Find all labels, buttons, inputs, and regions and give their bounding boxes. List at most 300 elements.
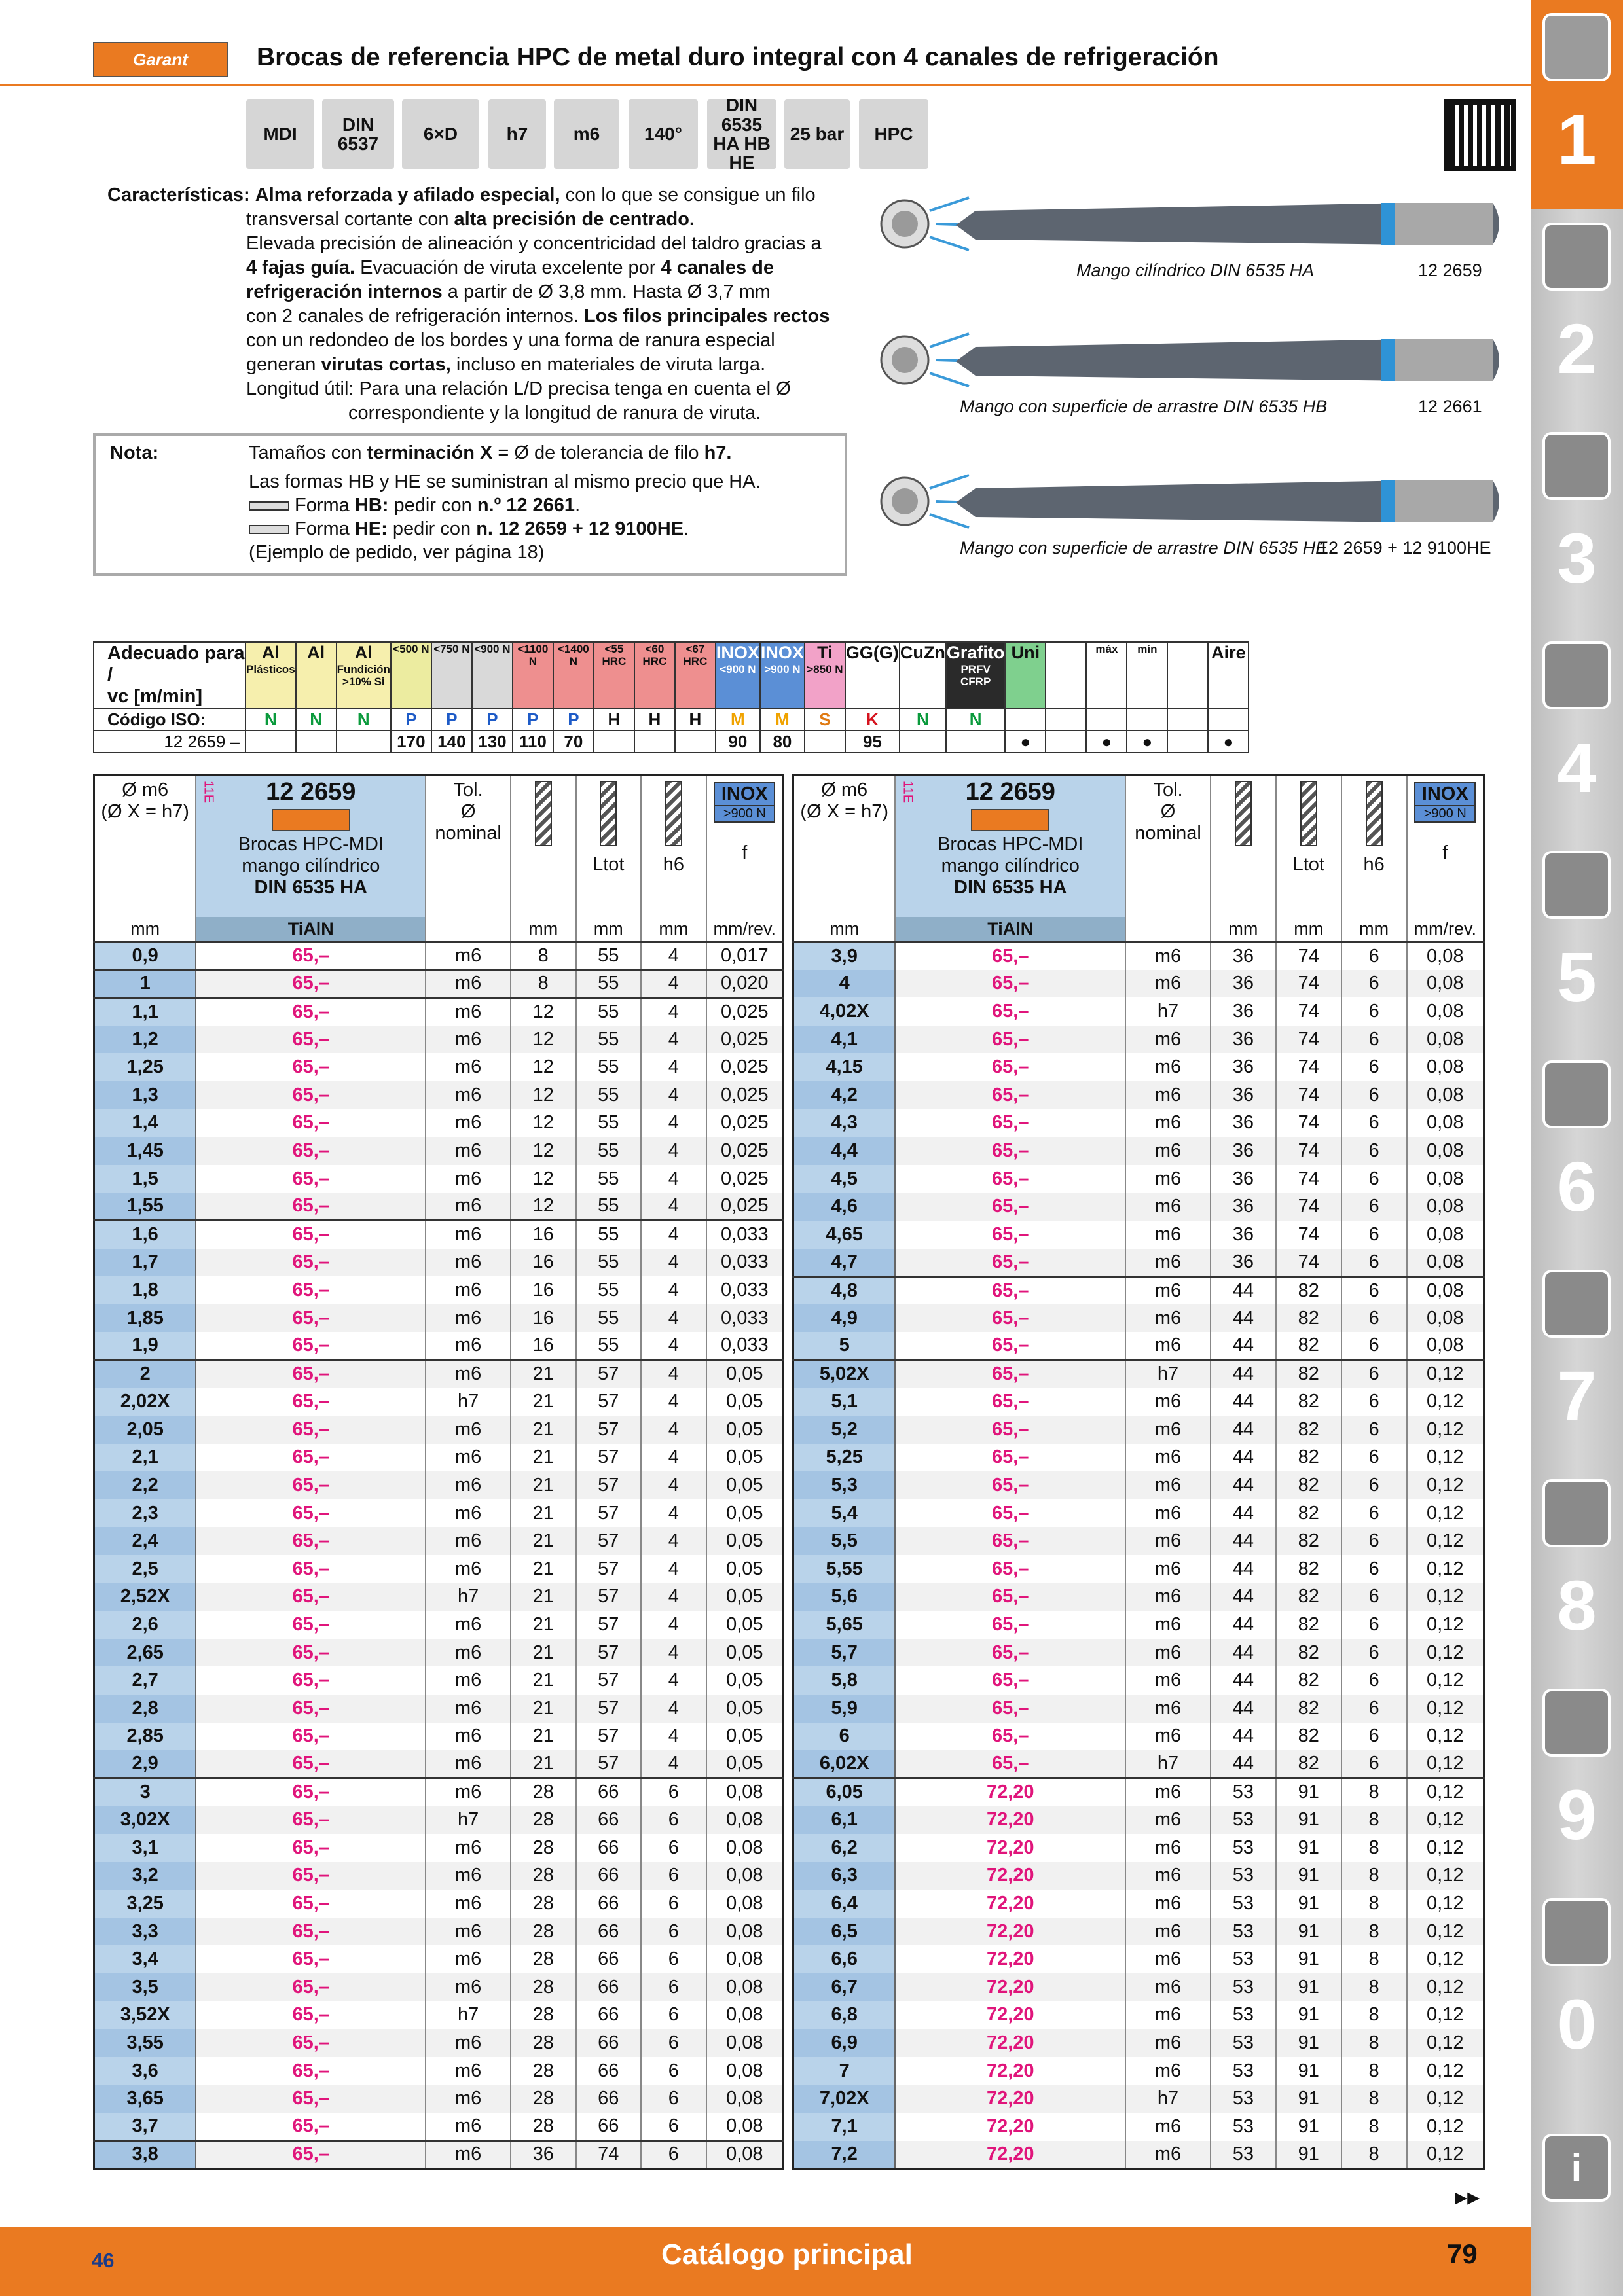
hdr-dia: Ø m6 (821, 780, 868, 800)
total-length-cell: 66 (576, 2001, 642, 2030)
table-row[interactable] (793, 1109, 1484, 1138)
tolerance-cell: m6 (426, 2029, 511, 2057)
flute-length-cell: 12 (511, 1053, 576, 1081)
header-cell-3 (511, 775, 576, 918)
table-row[interactable] (94, 1221, 784, 1249)
table-row[interactable] (793, 1527, 1484, 1555)
diameter-cell: 1,6 (94, 1221, 196, 1249)
tolerance-cell: m6 (426, 1723, 511, 1751)
char-line-4-bold2: 4 canales de (661, 257, 775, 278)
total-length-cell: 74 (1276, 1026, 1341, 1054)
table-row[interactable] (793, 1416, 1484, 1444)
table-row[interactable] (94, 1388, 784, 1416)
material-name: INOX (760, 643, 804, 662)
tolerance-cell: m6 (1125, 970, 1211, 998)
table-row[interactable] (793, 970, 1484, 998)
table-row[interactable] (94, 1555, 784, 1583)
material-sub: <750 N (433, 643, 470, 655)
tolerance-cell: m6 (426, 1026, 511, 1054)
table-row[interactable] (793, 1583, 1484, 1611)
table-row[interactable] (793, 1081, 1484, 1109)
diameter-cell: 1,2 (94, 1026, 196, 1054)
table-row[interactable] (793, 2141, 1484, 2169)
table-row[interactable] (94, 1583, 784, 1611)
material-sub: <500 N (393, 643, 429, 655)
table-row[interactable] (793, 1249, 1484, 1277)
total-length-cell: 66 (576, 1834, 642, 1862)
iso-code-13: S (805, 708, 845, 730)
table-row[interactable] (94, 1639, 784, 1667)
note-line-4-bold: HE: (354, 518, 388, 539)
table-row[interactable] (793, 1137, 1484, 1165)
material-sub: PRFV CFRP (960, 663, 991, 688)
table-row[interactable] (793, 1471, 1484, 1499)
table-row[interactable] (793, 1918, 1484, 1946)
char-line-2-bold: alta precisión de centrado. (454, 209, 695, 230)
chapter-6[interactable] (1531, 1047, 1623, 1257)
tolerance-cell: m6 (1125, 2001, 1211, 2030)
chapter-5[interactable] (1531, 838, 1623, 1047)
feed-cell: 0,025 (706, 1109, 784, 1138)
header-cell-5 (1341, 775, 1407, 918)
note-line-2: Las formas HB y HE se suministran al mismo precio que HA. (249, 471, 761, 492)
table-row[interactable] (94, 1249, 784, 1277)
hdr-dia2: (Ø X = h7) (101, 801, 189, 822)
flute-length-cell: 36 (1211, 1221, 1276, 1249)
feed-cell: 0,08 (1407, 1221, 1484, 1249)
shank-cell: 6 (1341, 1193, 1407, 1221)
shank-cell: 6 (1341, 1471, 1407, 1499)
diameter-cell: 4,3 (793, 1109, 896, 1138)
table-row[interactable] (793, 1053, 1484, 1081)
table-row[interactable] (94, 1304, 784, 1333)
tolerance-cell: m6 (1125, 1973, 1211, 2001)
shank-cell: 4 (641, 1276, 706, 1304)
feed-cell: 0,08 (1407, 1081, 1484, 1109)
chapter-number: 1 (1557, 99, 1597, 179)
total-length-cell: 91 (1276, 1862, 1341, 1890)
shank-cell: 4 (641, 1471, 706, 1499)
chapter-2[interactable] (1531, 209, 1623, 419)
vc-value-13 (805, 730, 845, 753)
diameter-cell: 1,7 (94, 1249, 196, 1277)
feed-cell: 0,025 (706, 1026, 784, 1054)
material-col-21 (1167, 642, 1208, 708)
feed-cell: 0,05 (706, 1723, 784, 1751)
table-row[interactable] (793, 1360, 1484, 1388)
iso-code-18 (1046, 708, 1086, 730)
shank-cell: 6 (1341, 1053, 1407, 1081)
table-row[interactable] (94, 1053, 784, 1081)
table-row[interactable] (94, 1666, 784, 1695)
feed-cell: 0,08 (706, 1862, 784, 1890)
tolerance-cell: m6 (426, 1778, 511, 1806)
feed-cell: 0,033 (706, 1304, 784, 1333)
flute-length-cell: 16 (511, 1304, 576, 1333)
table-row[interactable] (94, 1750, 784, 1778)
shank-cell: 6 (641, 1834, 706, 1862)
total-length-cell: 66 (576, 2057, 642, 2085)
material-col-22 (1208, 642, 1249, 708)
table-row[interactable] (793, 1276, 1484, 1304)
total-length-cell: 91 (1276, 2085, 1341, 2113)
feed-cell: 0,08 (706, 1973, 784, 2001)
char-line-5: a partir de Ø 3,8 mm. Hasta Ø 3,7 mm (442, 281, 771, 302)
material-sub: máx (1095, 643, 1118, 655)
diameter-cell: 2,65 (94, 1639, 196, 1667)
iso-code-8: H (594, 708, 634, 730)
price-cell: 65,– (895, 1499, 1125, 1528)
price-cell: 65,– (895, 1695, 1125, 1723)
feed-cell: 0,08 (1407, 1137, 1484, 1165)
flute-length-cell: 28 (511, 1890, 576, 1918)
table-row[interactable] (793, 1806, 1484, 1834)
tolerance-cell: m6 (1125, 1695, 1211, 1723)
total-length-cell: 91 (1276, 2057, 1341, 2085)
flute-length-cell: 21 (511, 1527, 576, 1555)
table-row[interactable] (793, 1723, 1484, 1751)
chapter-9[interactable] (1531, 1676, 1623, 1885)
note-line-4c: . (684, 518, 689, 539)
price-cell: 65,– (895, 1444, 1125, 1472)
tolerance-cell: m6 (1125, 1666, 1211, 1695)
diameter-cell: 2,9 (94, 1750, 196, 1778)
tolerance-cell: m6 (1125, 1081, 1211, 1109)
feed-cell: 0,12 (1407, 1388, 1484, 1416)
price-cell: 65,– (196, 2085, 426, 2113)
diameter-cell: 1,25 (94, 1053, 196, 1081)
price-cell: 65,– (196, 2113, 426, 2141)
table-row[interactable] (793, 1778, 1484, 1806)
flute-length-cell: 36 (1211, 997, 1276, 1026)
table-row[interactable] (94, 1973, 784, 2001)
hdr-tol2: Ø (460, 801, 476, 822)
feed-cell: 0,08 (1407, 1332, 1484, 1360)
price-cell: 65,– (895, 1666, 1125, 1695)
diameter-cell: 3,3 (94, 1918, 196, 1946)
table-row[interactable] (793, 2113, 1484, 2141)
total-length-cell: 91 (1276, 1806, 1341, 1834)
tolerance-cell: m6 (426, 1109, 511, 1138)
table-row[interactable] (94, 942, 784, 970)
table-row[interactable] (793, 1193, 1484, 1221)
total-length-cell: 82 (1276, 1388, 1341, 1416)
chapter-info[interactable] (1531, 2094, 1623, 2296)
total-length-cell: 57 (576, 1555, 642, 1583)
table-row[interactable] (94, 1360, 784, 1388)
price-cell: 72,20 (895, 1973, 1125, 2001)
header-cell-0 (793, 775, 896, 918)
table-row[interactable] (94, 1137, 784, 1165)
diameter-cell: 1 (94, 970, 196, 998)
table-row[interactable] (94, 970, 784, 998)
price-cell: 72,20 (895, 2141, 1125, 2169)
table-row[interactable] (94, 2057, 784, 2085)
price-cell: 72,20 (895, 1890, 1125, 1918)
vc-value-18 (1046, 730, 1086, 753)
vc-value-9 (634, 730, 675, 753)
unit-cell-5: mm (641, 917, 706, 942)
material-name: Ti (817, 643, 833, 662)
next-page-arrow-icon[interactable]: ▸▸ (1455, 2183, 1480, 2211)
chapter-0[interactable] (1531, 1885, 1623, 2094)
table-row[interactable] (94, 2001, 784, 2030)
flute-length-cell: 44 (1211, 1639, 1276, 1667)
chapter-number: 6 (1557, 1147, 1597, 1226)
table-row[interactable] (94, 1026, 784, 1054)
table-row[interactable] (94, 1109, 784, 1138)
material-col-15 (900, 642, 946, 708)
note-line-1-bold2: h7. (704, 442, 732, 463)
shank-cell: 8 (1341, 2085, 1407, 2113)
feed-cell: 0,12 (1407, 1499, 1484, 1528)
tolerance-cell: m6 (1125, 1918, 1211, 1946)
diameter-cell: 1,5 (94, 1165, 196, 1193)
tolerance-cell: m6 (1125, 1276, 1211, 1304)
table-row[interactable] (94, 1165, 784, 1193)
table-row[interactable] (94, 2113, 784, 2141)
table-row[interactable] (793, 1862, 1484, 1890)
total-length-cell: 57 (576, 1695, 642, 1723)
price-cell: 65,– (196, 2001, 426, 2030)
tolerance-cell: m6 (426, 1918, 511, 1946)
tolerance-cell: h7 (1125, 997, 1211, 1026)
diameter-cell: 3,1 (94, 1834, 196, 1862)
table-row[interactable] (94, 997, 784, 1026)
price-cell: 65,– (196, 997, 426, 1026)
shank-cell: 6 (1341, 1723, 1407, 1751)
price-cell: 65,– (196, 1527, 426, 1555)
note-box (93, 433, 847, 576)
table-row[interactable] (793, 2029, 1484, 2057)
table-row[interactable] (793, 1555, 1484, 1583)
shank-cell: 8 (1341, 1778, 1407, 1806)
total-length-cell: 82 (1276, 1304, 1341, 1333)
hdr-tol: Tol. (453, 780, 483, 800)
iso-code-0: N (246, 708, 296, 730)
iso-code-19 (1086, 708, 1127, 730)
shank-cell: 6 (1341, 1444, 1407, 1472)
tolerance-cell: m6 (426, 997, 511, 1026)
chapter-8[interactable] (1531, 1466, 1623, 1676)
table-row[interactable] (793, 2001, 1484, 2030)
price-cell: 65,– (196, 1695, 426, 1723)
total-length-cell: 74 (576, 2141, 642, 2169)
flute-length-cell: 12 (511, 1137, 576, 1165)
price-cell: 72,20 (895, 1778, 1125, 1806)
flute-length-cell: 44 (1211, 1304, 1276, 1333)
shank-cell: 4 (641, 1193, 706, 1221)
table-row[interactable] (94, 1723, 784, 1751)
flute-length-cell: 12 (511, 1193, 576, 1221)
table-row[interactable] (94, 1193, 784, 1221)
total-length-cell: 55 (576, 1165, 642, 1193)
char-line-8: generan (246, 354, 321, 375)
table-row[interactable] (94, 1834, 784, 1862)
feed-cell: 0,12 (1407, 1444, 1484, 1472)
table-row[interactable] (793, 1945, 1484, 1973)
footer-page-right: 79 (1447, 2238, 1478, 2269)
table-row[interactable] (94, 1611, 784, 1639)
table-row[interactable] (94, 1918, 784, 1946)
shank-cell: 6 (1341, 997, 1407, 1026)
table-row[interactable] (94, 1778, 784, 1806)
table-row[interactable] (793, 1890, 1484, 1918)
iso-code-5: P (472, 708, 513, 730)
price-cell: 65,– (895, 1555, 1125, 1583)
table-row[interactable] (94, 2085, 784, 2113)
chapter-number: 2 (1557, 309, 1597, 388)
note-line-3: Forma (295, 495, 355, 516)
price-cell: 65,– (196, 1806, 426, 1834)
tolerance-cell: m6 (426, 1471, 511, 1499)
table-row[interactable] (793, 942, 1484, 970)
price-cell: 65,– (196, 1416, 426, 1444)
chapter-number: 3 (1557, 518, 1597, 598)
diameter-cell: 7 (793, 2057, 896, 2085)
table-row[interactable] (94, 1416, 784, 1444)
table-row[interactable] (793, 2085, 1484, 2113)
table-row[interactable] (94, 1945, 784, 1973)
diameter-cell: 3,55 (94, 2029, 196, 2057)
shank-he-icon (249, 525, 289, 534)
shank-cell: 6 (1341, 1221, 1407, 1249)
hdr-desc3: DIN 6535 HA (254, 877, 367, 898)
feed-cell: 0,12 (1407, 1471, 1484, 1499)
chapter-4[interactable] (1531, 628, 1623, 838)
price-cell: 65,– (196, 1555, 426, 1583)
shank-cell: 6 (641, 1918, 706, 1946)
flute-length-cell: 21 (511, 1555, 576, 1583)
iso-code-14: K (845, 708, 900, 730)
feed-cell: 0,033 (706, 1276, 784, 1304)
total-length-cell: 57 (576, 1416, 642, 1444)
vc-value-11: 90 (716, 730, 760, 753)
table-row[interactable] (793, 1221, 1484, 1249)
char-line-8-bold: virutas cortas, (321, 354, 451, 375)
shank-cell: 4 (641, 1026, 706, 1054)
tolerance-cell: m6 (1125, 1388, 1211, 1416)
table-row[interactable] (793, 1332, 1484, 1360)
safety-icon (1542, 1898, 1611, 1966)
material-col-3 (391, 642, 431, 708)
tolerance-cell: m6 (1125, 1723, 1211, 1751)
table-row[interactable] (94, 1471, 784, 1499)
table-row[interactable] (793, 1973, 1484, 2001)
char-line-3: Elevada precisión de alineación y concentricidad del taldro gracias a (246, 233, 822, 254)
shank-cell: 4 (641, 1723, 706, 1751)
table-row[interactable] (793, 1750, 1484, 1778)
table-row[interactable] (94, 1695, 784, 1723)
hdr-tol3: nominal (1135, 823, 1201, 844)
header-cell-6 (1407, 775, 1484, 918)
table-row[interactable] (793, 1666, 1484, 1695)
feed-cell: 0,12 (1407, 1416, 1484, 1444)
char-line-1: con lo que se consigue un filo (560, 185, 816, 206)
chapter-7[interactable] (1531, 1257, 1623, 1466)
price-cell: 65,– (196, 1778, 426, 1806)
table-row[interactable] (94, 1332, 784, 1360)
table-row[interactable] (94, 1862, 784, 1890)
flute-length-cell: 53 (1211, 1862, 1276, 1890)
feed-cell: 0,08 (706, 1918, 784, 1946)
shank-cell: 8 (1341, 2029, 1407, 2057)
table-row[interactable] (793, 2057, 1484, 2085)
feed-cell: 0,12 (1407, 1527, 1484, 1555)
table-row[interactable] (94, 1081, 784, 1109)
material-name: Aire (1211, 643, 1246, 662)
table-row[interactable] (793, 1611, 1484, 1639)
table-row[interactable] (94, 1499, 784, 1528)
table-row[interactable] (793, 1304, 1484, 1333)
price-cell: 65,– (895, 1053, 1125, 1081)
table-row[interactable] (793, 1388, 1484, 1416)
insert-icon (1542, 223, 1611, 291)
table-row[interactable] (793, 1695, 1484, 1723)
table-row[interactable] (94, 1527, 784, 1555)
table-row[interactable] (793, 1165, 1484, 1193)
table-row[interactable] (793, 1026, 1484, 1054)
flute-length-cell: 28 (511, 2057, 576, 2085)
total-length-cell: 66 (576, 2029, 642, 2057)
suit-label-1: Adecuado para / (107, 643, 245, 685)
shank-cell: 8 (1341, 1890, 1407, 1918)
iso-code-2: N (337, 708, 391, 730)
note-line-4-bold2: n. 12 2659 + 12 9100HE (476, 518, 684, 539)
feed-cell: 0,08 (706, 2001, 784, 2030)
table-row[interactable] (94, 1806, 784, 1834)
table-row[interactable] (793, 1639, 1484, 1667)
price-cell: 65,– (196, 2057, 426, 2085)
diameter-cell: 2,6 (94, 1611, 196, 1639)
table-row[interactable] (94, 2029, 784, 2057)
drill-image-he (877, 462, 1506, 541)
table-row[interactable] (94, 1444, 784, 1472)
table-row[interactable] (793, 1444, 1484, 1472)
diameter-cell: 0,9 (94, 942, 196, 970)
feed-cell: 0,025 (706, 1165, 784, 1193)
tolerance-cell: m6 (1125, 1416, 1211, 1444)
price-cell: 65,– (895, 1332, 1125, 1360)
shank-cell: 6 (1341, 1304, 1407, 1333)
table-row[interactable] (793, 1499, 1484, 1528)
total-length-cell: 55 (576, 1221, 642, 1249)
header-cell-4 (1276, 775, 1341, 918)
price-cell: 65,– (196, 1834, 426, 1862)
feed-cell: 0,05 (706, 1444, 784, 1472)
total-length-cell: 91 (1276, 1778, 1341, 1806)
table-row[interactable] (793, 997, 1484, 1026)
feed-cell: 0,05 (706, 1639, 784, 1667)
shank-cell: 6 (1341, 1583, 1407, 1611)
feed-cell: 0,12 (1407, 1360, 1484, 1388)
table-row[interactable] (94, 1890, 784, 1918)
chapter-3[interactable] (1531, 419, 1623, 628)
table-row[interactable] (793, 1834, 1484, 1862)
total-length-cell: 55 (576, 1193, 642, 1221)
shank-cell: 8 (1341, 2057, 1407, 2085)
vc-value-22: ● (1208, 730, 1249, 753)
info-icon: i (1542, 2134, 1611, 2202)
total-length-cell: 82 (1276, 1332, 1341, 1360)
total-length-cell: 66 (576, 2085, 642, 2113)
table-row[interactable] (94, 2141, 784, 2169)
table-row[interactable] (94, 1276, 784, 1304)
chapter-1[interactable] (1531, 0, 1623, 209)
header-cell-4 (576, 775, 642, 918)
price-cell: 65,– (895, 1527, 1125, 1555)
total-length-cell: 82 (1276, 1611, 1341, 1639)
